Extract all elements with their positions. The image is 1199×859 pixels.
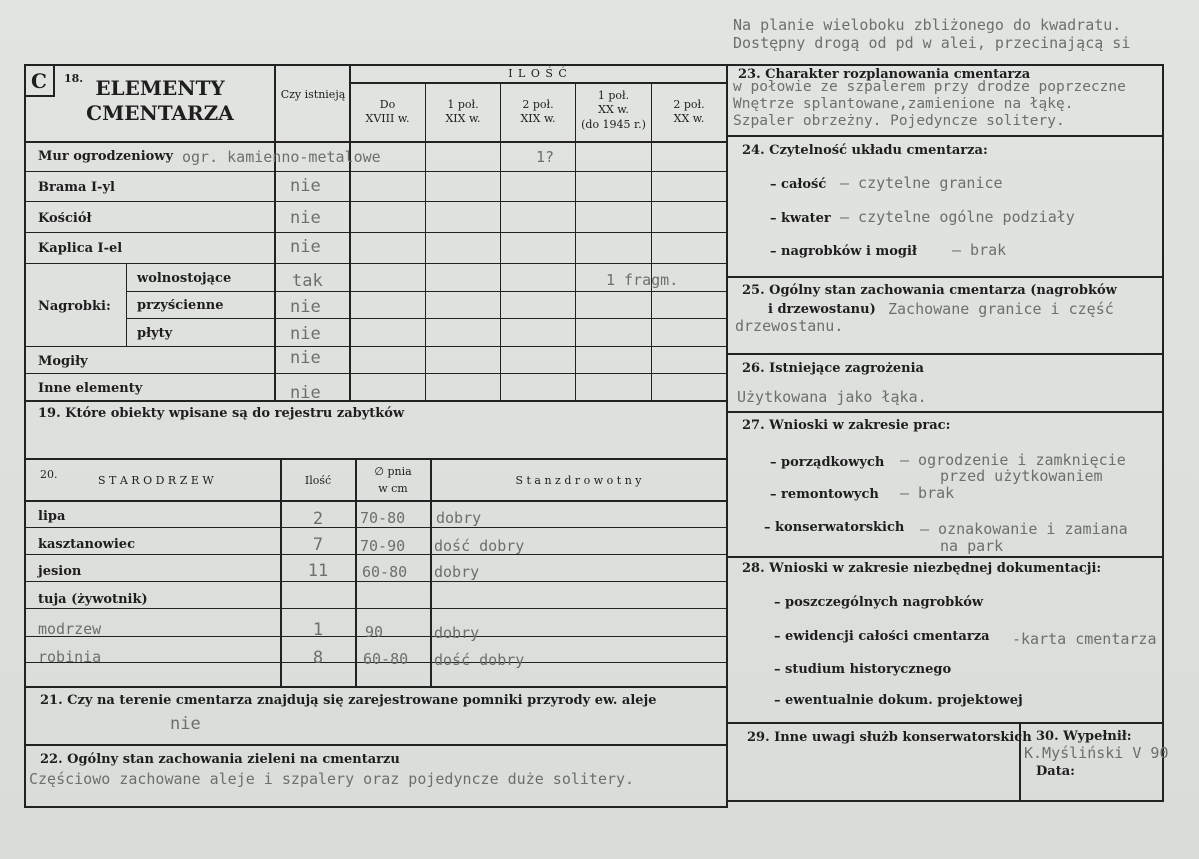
section-27-bottom <box>726 556 1163 558</box>
section-18-title2: CMENTARZA <box>86 101 234 125</box>
t20-bottom <box>24 686 726 688</box>
row-label-kaplica: Kaplica I-el <box>38 241 123 256</box>
col-line-p2 <box>425 82 426 401</box>
section-27-label: 27. Wnioski w zakresie prac: <box>742 418 951 433</box>
tree-health: dość dobry <box>434 537 525 555</box>
period-4-l1: 1 poł. <box>597 89 630 102</box>
period-3-l2: XIX w. <box>520 112 556 125</box>
row-label-mur: Mur ogrodzeniowy <box>38 149 174 164</box>
tree-qty: 7 <box>312 535 324 555</box>
section-25-label2: i drzewostanu) <box>768 302 876 317</box>
row-line <box>126 291 726 292</box>
section-28-bottom <box>726 722 1163 724</box>
s27-item-value1: – ogrodzenie i zamknięcie <box>900 451 1126 469</box>
s28-item-value: -karta cmentarza <box>1012 630 1157 648</box>
section-30-value: K.Myśliński V 90 <box>1024 744 1169 762</box>
period-4-l2: XX w. <box>598 103 629 116</box>
col-exists-header: Czy istnieją <box>280 88 346 101</box>
row-label-przyscienne: przyścienne <box>137 298 224 313</box>
section-23-line2: Wnętrze splantowane,zamienione na łąkę. <box>733 96 1074 112</box>
section-18-title1: ELEMENTY <box>95 76 225 100</box>
period-5-l2: XX w. <box>673 112 705 125</box>
col-diam-header1: ∅ pnia <box>374 465 412 478</box>
section-29-label: 29. Inne uwagi służb konserwatorskich <box>747 730 1032 745</box>
tree-name: jesion <box>38 564 82 579</box>
tree-diam: 70-80 <box>360 509 406 527</box>
section-24-label: 24. Czytelność układu cmentarza: <box>742 143 988 158</box>
t20-col-health <box>430 458 432 686</box>
frame-top-line <box>24 64 1163 66</box>
tree-health: dość dobry <box>434 651 525 669</box>
tree-diam: 70-90 <box>360 537 406 555</box>
section-18-number: 18. <box>64 72 84 85</box>
period-5-l1: 2 poł. <box>673 98 705 111</box>
s24-item-value: – czytelne ogólne podziały <box>840 208 1075 226</box>
section-21-label: 21. Czy na terenie cmentarza znajdują się zarejestrowane pomniki przyrody ew. aleje <box>40 693 657 708</box>
tree-qty: 2 <box>312 509 324 529</box>
period-4-l3: (do 1945 r.) <box>581 118 646 131</box>
tree-qty: 11 <box>307 561 329 581</box>
section-23-bottom <box>726 135 1163 137</box>
section-28-label: 28. Wnioski w zakresie niezbędnej dokumentacji: <box>742 561 1102 576</box>
tree-name-typed: robinia <box>38 648 102 666</box>
ilosc-underline <box>350 82 726 84</box>
tree-qty: 1 <box>312 620 324 640</box>
s24-item-label: – nagrobków i mogił <box>770 244 917 259</box>
s24-item-label: – kwater <box>770 211 831 226</box>
s28-item-label: – poszczególnych nagrobków <box>774 595 984 610</box>
t20-col-diam <box>355 458 357 686</box>
row-line <box>24 373 726 374</box>
t20-row-line <box>24 581 726 582</box>
s24-item-value: – brak <box>952 241 1007 259</box>
section-20-title: S T A R O D R Z E W <box>98 474 214 487</box>
tree-name: lipa <box>38 509 66 524</box>
section-22-value: Częściowo zachowane aleje i szpalery oraz pojedyncze duże solitery. <box>29 770 635 788</box>
col-line-p5 <box>651 82 652 401</box>
col-diam-header2: w cm <box>378 482 408 495</box>
row-line <box>24 346 726 347</box>
row-value-kosciol: nie <box>290 208 321 228</box>
section-23-line1: w połowie ze szpalerem przy drodze poprzeczne <box>733 79 1126 95</box>
tree-diam: 60-80 <box>363 650 409 668</box>
row-value-mogily: nie <box>290 348 321 368</box>
col-line-p4 <box>575 82 576 401</box>
section-19-label: 19. Które obiekty wpisane są do rejestru zabytków <box>38 406 405 421</box>
s24-item-value: – czytelne granice <box>840 174 1003 192</box>
row-value-przyscienne: nie <box>290 297 321 317</box>
s28-item-label: – ewidencji całości cmentarza <box>774 629 990 644</box>
tree-qty: 8 <box>312 648 324 668</box>
s28-item-label: – ewentualnie dokum. projektowej <box>774 693 1023 708</box>
row-line <box>24 171 726 172</box>
row-value-plyty: nie <box>290 324 321 344</box>
row-label-inne: Inne elementy <box>38 381 143 396</box>
tree-name: tuja (żywotnik) <box>38 592 148 607</box>
tree-health: dobry <box>436 509 482 527</box>
header-note-line2: Dostępny drogą od pd w alei, przecinającą si <box>733 34 1131 52</box>
s27-item-label: – konserwatorskich <box>764 520 905 535</box>
row-value-inne: nie <box>290 383 321 403</box>
period-2-l1: 1 poł. <box>447 98 479 111</box>
section-25-bottom <box>726 353 1163 355</box>
section-23-line3: Szpaler obrzeżny. Pojedyncze solitery. <box>733 113 1065 129</box>
row-label-plyty: płyty <box>137 326 173 341</box>
section-24-bottom <box>726 276 1163 278</box>
tree-diam: 60-80 <box>362 563 408 581</box>
frame-bottom-left <box>24 806 726 808</box>
frame-mid-line <box>726 64 728 808</box>
nagrobki-sub-line <box>126 263 127 346</box>
period-3-l1: 2 poł. <box>522 98 554 111</box>
tree-name-typed: modrzew <box>38 620 102 638</box>
section-22-label: 22. Ogólny stan zachowania zieleni na cmentarzu <box>40 752 400 767</box>
row-line <box>24 263 726 264</box>
row-line <box>24 232 726 233</box>
row-count-wolnostojace: 1 fragm. <box>606 271 679 289</box>
s27-item-value1: – brak <box>900 484 955 502</box>
section-26-bottom <box>726 411 1163 413</box>
s28-item-label: – studium historycznego <box>774 662 952 677</box>
frame-bottom-right <box>726 800 1163 802</box>
table18-header-bottom <box>24 141 726 143</box>
ilosc-header: I L O Ś Ć <box>508 67 568 80</box>
s24-item-label: – całość <box>770 177 827 192</box>
section-30-date-label: Data: <box>1036 764 1075 779</box>
row-line <box>126 318 726 319</box>
tree-health: dobry <box>434 563 480 581</box>
nagrobki-group-label: Nagrobki: <box>38 299 111 314</box>
row-value-mur: ogr. kamienno-metalowe <box>182 148 381 166</box>
row-label-wolnostojace: wolnostojące <box>137 271 232 286</box>
section-c-badge <box>25 65 55 97</box>
col-line-p3 <box>500 82 501 401</box>
section-23-label: 23. Charakter rozplanowania cmentarza <box>738 67 1031 82</box>
tree-health: dobry <box>434 624 480 642</box>
t20-row-line <box>24 608 726 609</box>
period-2-l2: XIX w. <box>445 112 481 125</box>
tree-diam: 90 <box>365 623 384 641</box>
s27-item-value2: przed użytkowaniem <box>940 467 1103 485</box>
s27-item-label: – remontowych <box>770 487 879 502</box>
section-21-bottom <box>24 744 726 746</box>
section-26-value: Użytkowana jako łąka. <box>737 388 927 406</box>
s27-item-value2: na park <box>940 537 1004 555</box>
row-label-kosciol: Kościół <box>38 211 92 226</box>
col-qty-header: Ilość <box>304 474 332 487</box>
section-25-label1: 25. Ogólny stan zachowania cmentarza (nagrobków <box>742 283 1117 298</box>
frame-left-line <box>24 64 26 808</box>
section-26-label: 26. Istniejące zagrożenia <box>742 361 924 376</box>
s27-item-value1: – oznakowanie i zamiana <box>920 520 1128 538</box>
section-25-value2: drzewostanu. <box>735 317 844 335</box>
row-value-wolnostojace: tak <box>292 271 323 291</box>
section-30-label: 30. Wypełnił: <box>1036 729 1132 744</box>
row-count-mur: 1? <box>536 148 555 166</box>
t20-row-line <box>24 527 726 528</box>
t20-header-bottom <box>24 500 726 502</box>
row-value-kaplica: nie <box>290 237 321 257</box>
row-value-brama: nie <box>290 176 321 196</box>
period-1-l1: Do <box>379 98 396 111</box>
section-20-number: 20. <box>40 468 58 481</box>
period-1-l2: XVIII w. <box>365 112 410 125</box>
row-line <box>24 201 726 202</box>
col-health-header: S t a n z d r o w o t n y <box>515 474 642 487</box>
row-label-mogily: Mogiły <box>38 354 88 369</box>
row-label-brama: Brama I-yl <box>38 180 115 195</box>
section-19-bottom <box>24 458 726 460</box>
tree-name: kasztanowiec <box>38 537 135 552</box>
section-21-value: nie <box>170 714 201 734</box>
table18-bottom <box>24 400 726 402</box>
frame-right-line <box>1162 64 1164 802</box>
section-letter: C <box>31 69 47 93</box>
header-note-line1: Na planie wieloboku zbliżonego do kwadratu. <box>733 16 1122 34</box>
section-25-value1: Zachowane granice i część <box>888 300 1114 318</box>
s27-item-label: – porządkowych <box>770 455 885 470</box>
